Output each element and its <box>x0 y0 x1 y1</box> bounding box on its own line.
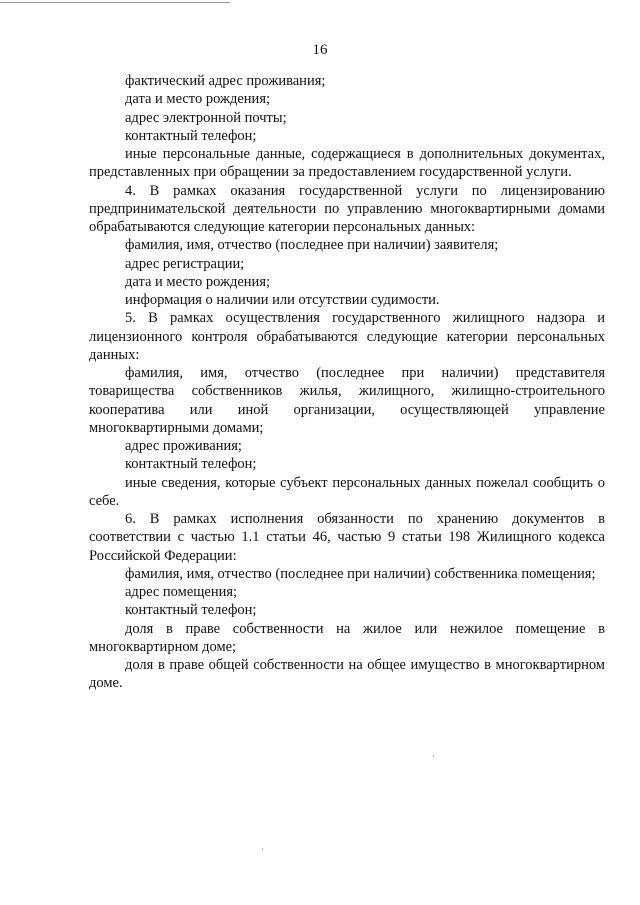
document-body <box>89 72 605 693</box>
numbered-paragraph: 4. В рамках оказания государственной услуги по лицензированию предпринимательской деятельности по управлению многоквартирными домами обрабатываются следующие категории персональных данных: <box>89 182 605 235</box>
list-item: дата и место рождения; <box>125 91 271 108</box>
list-item: контактный телефон; <box>125 456 257 473</box>
list-item: адрес регистрации; <box>125 255 245 272</box>
list-item: фамилия, имя, отчество (последнее при наличии) собственника помещения; <box>125 565 596 582</box>
list-item: адрес проживания; <box>125 438 242 454</box>
list-item: дата и место рождения; <box>125 273 271 290</box>
page-number: 16 <box>312 42 328 58</box>
list-item: фактический адрес проживания; <box>125 73 326 89</box>
list-item: контактный телефон; <box>125 127 257 144</box>
list-item: адрес электронной почты; <box>125 109 287 126</box>
scan-speck <box>262 848 263 851</box>
numbered-paragraph: 6. В рамках исполнения обязанности по хранению документов в соответствии с частью 1.1 статьи 46, частью 9 статьи 198 Жилищного кодекса Российской Федерации: <box>89 511 605 564</box>
list-item: иные сведения, которые субъект персональных данных пожелал сообщить о себе. <box>89 474 605 509</box>
list-item: доля в праве общей собственности на общее имущество в многоквартирном доме. <box>89 657 605 692</box>
scan-speck <box>433 755 434 757</box>
list-item: фамилия, имя, отчество (последнее при наличии) представителя товарищества собственников жилья, жилищного, жилищно-строительного кооператива или иной организации, осуществляющей управление многоквартирными домами; <box>89 365 605 436</box>
list-item: адрес помещения; <box>125 584 238 600</box>
scan-top-line <box>0 2 230 3</box>
numbered-paragraph: 5. В рамках осуществления государственного жилищного надзора и лицензионного контроля обрабатываются следующие категории персональных данных: <box>89 310 605 363</box>
list-item: контактный телефон; <box>125 602 257 619</box>
list-item: иные персональные данные, содержащиеся в дополнительных документах, представленных при обращении за предоставлением государственной услуги. <box>89 146 605 181</box>
list-item: информация о наличии или отсутствии судимости. <box>125 292 440 308</box>
list-item: доля в праве собственности на жилое или нежилое помещение в многоквартирном доме; <box>89 620 605 655</box>
list-item: фамилия, имя, отчество (последнее при наличии) заявителя; <box>125 237 499 254</box>
